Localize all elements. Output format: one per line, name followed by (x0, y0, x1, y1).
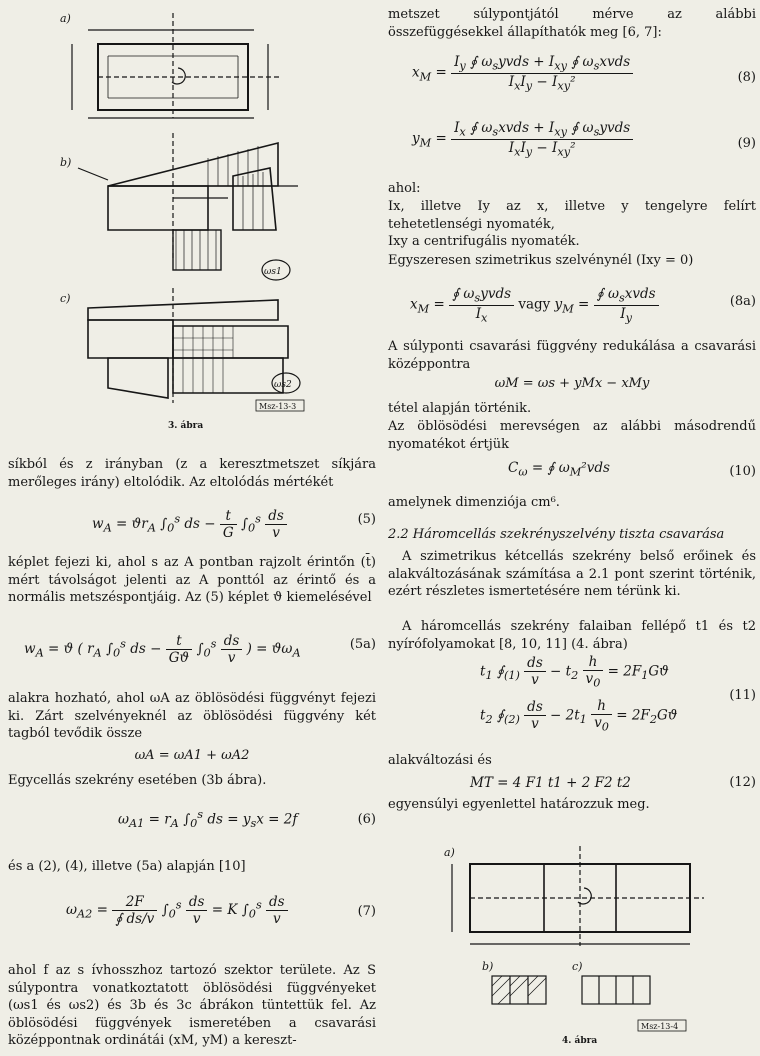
equation-10: $C_\omega$ = ∮ $\omega_M^2vds$ (10) (508, 460, 756, 479)
equation-8-number: (8) (737, 70, 756, 85)
fig4-panel-a: a) (444, 846, 455, 859)
equation-12-text: MT = 4 F1 t1 + 2 F2 t2 (470, 775, 631, 791)
figure-3-caption: 3. ábra (168, 421, 204, 431)
equation-12-number: (12) (729, 775, 756, 790)
right-paragraph-7: A szimetrikus kétcellás szekrény belső erőinek és alakváltozásának számítása a 2.1 pont szerint történik, ezért részletes ismertetésére nem térünk ki. (388, 549, 756, 599)
equation-9-number: (9) (737, 136, 756, 151)
right-paragraph-2: Egyszeresen szimetrikus szelvénynél (Ixy = 0) (388, 253, 694, 268)
equation-5-number: (5) (357, 512, 376, 527)
right-paragraph-8: A háromcellás szekrény falaiban fellépő t1 és t2 nyírófolyamokat [8, 10, 11] (4. ábra) (388, 619, 756, 652)
left-paragraph-1: síkból és z irányban (z a keresztmetszet síkjára merőleges irány) eltolódik. Az eltolódás mértékét (8, 457, 376, 490)
right-definition-2: Ixy a centrifugális nyomaték. (388, 234, 580, 249)
fig3-panel-c: c) (60, 292, 71, 305)
fig3-omega-s2: ωs2 (274, 380, 292, 390)
left-paragraph-6: ahol f az s ívhosszhoz tartozó szektor területe. Az S súlypontra vonatkoztatott öblösödési függvényeket (ωs1 és ωs2) és 3b és 3c ábrákon tüntettük fel. Az öblösödési függvények ismeretében a csavarási középpontnak ordinátái (xM, yM) a kereszt- (8, 963, 376, 1048)
right-paragraph-3: A súlyponti csavarási függvény redukálása a csavarási középpontra (388, 339, 756, 372)
left-column (8, 0, 376, 1056)
fig3-omega-s1: ωs1 (264, 267, 282, 277)
equation-9: $y_M$ = $\frac{I_x ∮ \omega_sxvds + I_{xy} ∮ \omega_syvds}{I_xI_y - I_{xy}^2}$ (9) (412, 120, 756, 159)
equation-5: $w_A = ϑr_A$ $\int_0^s$ ds − $\frac{t}{G}$ $\int_0^s$ $\frac{ds}{v}$ (5) (92, 508, 376, 541)
fig3-panel-a: a) (60, 12, 71, 25)
figure-4-caption: 4. ábra (562, 1036, 598, 1046)
figure-4 (442, 836, 712, 1036)
equation-11: $t_1$ $∮_{(1)}$ $\frac{ds}{v}$ − $t_2$ $\frac{h}{v_0}$ = $2F_1Gϑ$ $t_2$ $∮_{(2)}$ $\frac{ds}{v}$ − $2t_1$ $\frac{h}{v_0}$ = $2F_2Gϑ$ (11) (480, 654, 756, 734)
fig3-stamp: Msz-13-3 (259, 402, 297, 411)
equation-6: $\omega_{A1} = r_A$ $\int_0^s$ ds = $y_sx = 2f$ (6) (118, 808, 376, 831)
equation-12 (388, 775, 756, 795)
right-definition-1: Ix, illetve Iy az x, illetve y tengelyre felírt tehetetlenségi nyomaték, (388, 199, 756, 232)
right-paragraph-6: amelynek dimenziója cm⁶. (388, 495, 560, 510)
right-paragraph-1: metszet súlypontjától mérve az alábbi összefüggésekkel állapíthatók meg [6, 7]: (388, 7, 756, 40)
section-heading-2-2: 2.2 Háromcellás szekrényszelvény tiszta csavarása (388, 527, 725, 542)
equation-reduction: ωM = ωs + yMx − xMy (494, 376, 650, 391)
right-paragraph-10: egyensúlyi egyenlettel határozzuk meg. (388, 797, 650, 812)
right-column (388, 0, 756, 1056)
equation-5a: $w_A = ϑ$ ( $r_A$ $\int_0^s$ ds − $\frac{t}{Gϑ}$ $\int_0^s$ $\frac{ds}{v}$ ) = $ϑ\omega_A$ (5a) (24, 633, 376, 666)
equation-10-number: (10) (729, 464, 756, 479)
fig4-stamp: Msz-13-4 (641, 1022, 679, 1031)
equation-8a-vagy: vagy (518, 296, 551, 313)
equation-11-number: (11) (729, 688, 756, 703)
fig3-panel-b: b) (60, 156, 72, 169)
equation-8a-number: (8a) (729, 294, 756, 309)
right-paragraph-9: alakváltozási és (388, 753, 492, 768)
equation-omega-sum: ωA = ωA1 + ωA2 (134, 748, 250, 763)
equation-7-number: (7) (357, 904, 376, 919)
left-paragraph-5: és a (2), (4), illetve (5a) alapján [10] (8, 859, 246, 874)
right-paragraph-5: Az öblösödési merevségen az alábbi másodrendű nyomatékot értjük (388, 419, 756, 452)
right-paragraph-4: tétel alapján történik. (388, 401, 532, 416)
left-paragraph-3: alakra hozható, ahol ωA az öblösödési függvényt fejezi ki. Zárt szelvényeknél az öblösödési függvény két tagból tevődik össze (8, 691, 376, 741)
left-paragraph-2: képlet fejezi ki, ahol s az A pontban rajzolt érintőn (t̄) mért távolságot jelenti az A ponttól az érintő és a normális metszéspontjáig. Az (5) képlet ϑ kiemelésével (8, 555, 376, 605)
fig4-panel-b: b) (482, 960, 494, 973)
equation-5a-number: (5a) (349, 637, 376, 652)
left-paragraph-4: Egycellás szekrény esetében (3b ábra). (8, 773, 267, 788)
equation-8: $x_M$ = $\frac{I_y ∮ \omega_syvds + I_{xy} ∮ \omega_sxvds}{I_xI_y - I_{xy}^2}$ (8) (412, 54, 756, 93)
figure-3 (58, 8, 316, 413)
equation-7: $\omega_{A2}$ = $\frac{2F}{∮ ds/v}$ $\int_0^s$ $\frac{ds}{v}$ = K $\int_0^s$ $\frac{ds}{v}$ (7) (66, 894, 376, 927)
equation-8a: $x_M$ = $\frac{∮ \omega_syvds}{I_x}$ vagy $y_M$ = $\frac{∮ \omega_sxvds}{I_y}$ (8a) (410, 286, 756, 325)
right-ahol: ahol: (388, 181, 421, 196)
fig4-panel-c: c) (572, 960, 583, 973)
equation-6-number: (6) (357, 812, 376, 827)
